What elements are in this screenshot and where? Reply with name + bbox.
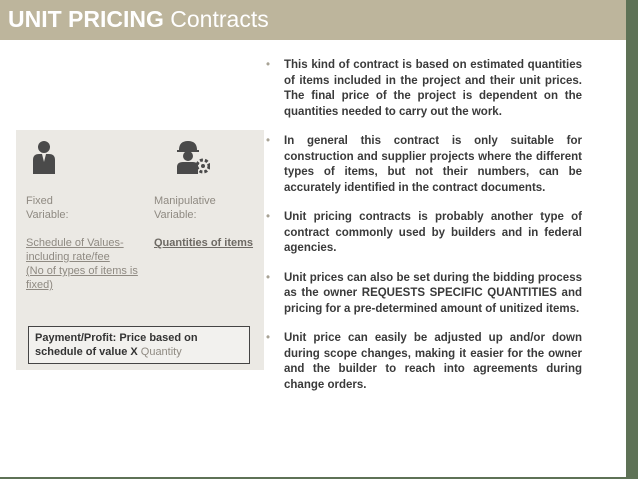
slide-title — [8, 6, 269, 33]
schedule-of-values-text — [26, 236, 138, 292]
bullet-list — [262, 58, 582, 407]
bullet-dot: • — [266, 271, 271, 284]
fixed-variable-label — [26, 194, 69, 222]
schedule-line: Schedule of Values- — [26, 237, 124, 249]
payment-line: Payment/Profit: Price based on — [35, 332, 198, 344]
title-bold: UNIT PRICING — [8, 6, 164, 32]
manip-label-line: Variable: — [154, 209, 197, 221]
contract-variables-panel — [16, 130, 264, 370]
bullet-item — [262, 271, 582, 318]
bullet-text: Unit price can easily be adjusted up and/or down during scope changes, making it easier for the owner and the builder to reach into agreements during change orders. — [284, 332, 582, 391]
bullet-dot: • — [266, 135, 271, 147]
schedule-line: including rate/fee — [26, 251, 110, 263]
title-bar — [0, 0, 626, 40]
payment-profit-box — [28, 326, 250, 364]
title-rest: Contracts — [163, 6, 269, 32]
fixed-label-line: Fixed — [26, 195, 53, 207]
bullet-dot: • — [266, 59, 271, 71]
bullet-text: Unit prices can also be set during the bidding process as the owner REQUESTS SPECIFIC QUANTITIES and pricing for a pre-determined amount of unitized items. — [284, 271, 582, 315]
payment-line-part: schedule of value X — [35, 346, 141, 358]
quantity-word: Quantity — [140, 346, 182, 358]
bullet-dot: • — [266, 332, 271, 344]
schedule-line: (No of types of items is — [26, 265, 138, 277]
bullet-item — [262, 58, 582, 120]
manipulative-variable-label — [154, 194, 216, 222]
bullet-text: Unit pricing contracts is probably another type of contract commonly used by builders and in federal agencies. — [284, 211, 582, 254]
bullet-dot: • — [266, 211, 271, 223]
manip-label-line: Manipulative — [154, 195, 216, 207]
payment-line — [35, 345, 198, 359]
bullet-item — [262, 210, 582, 257]
worker-gear-icon — [176, 140, 210, 174]
bullet-text: In general this contract is only suitable for construction and supplier projects where the different types of items, but not their numbers, can be accurately identified in the contract documents. — [284, 135, 582, 194]
fixed-label-line: Variable: — [26, 209, 69, 221]
bullet-text: This kind of contract is based on estimated quantities of items included in the project and their unit prices. The final price of the project is dependent on the quantities needed to carry out the work. — [284, 59, 582, 118]
bullet-item — [262, 134, 582, 196]
accent-strip — [626, 0, 638, 479]
quantities-of-items-text: Quantities of items — [154, 237, 254, 249]
payment-text — [35, 331, 198, 359]
schedule-line: fixed) — [26, 279, 53, 291]
bullet-item — [262, 331, 582, 393]
person-icon — [32, 140, 56, 174]
